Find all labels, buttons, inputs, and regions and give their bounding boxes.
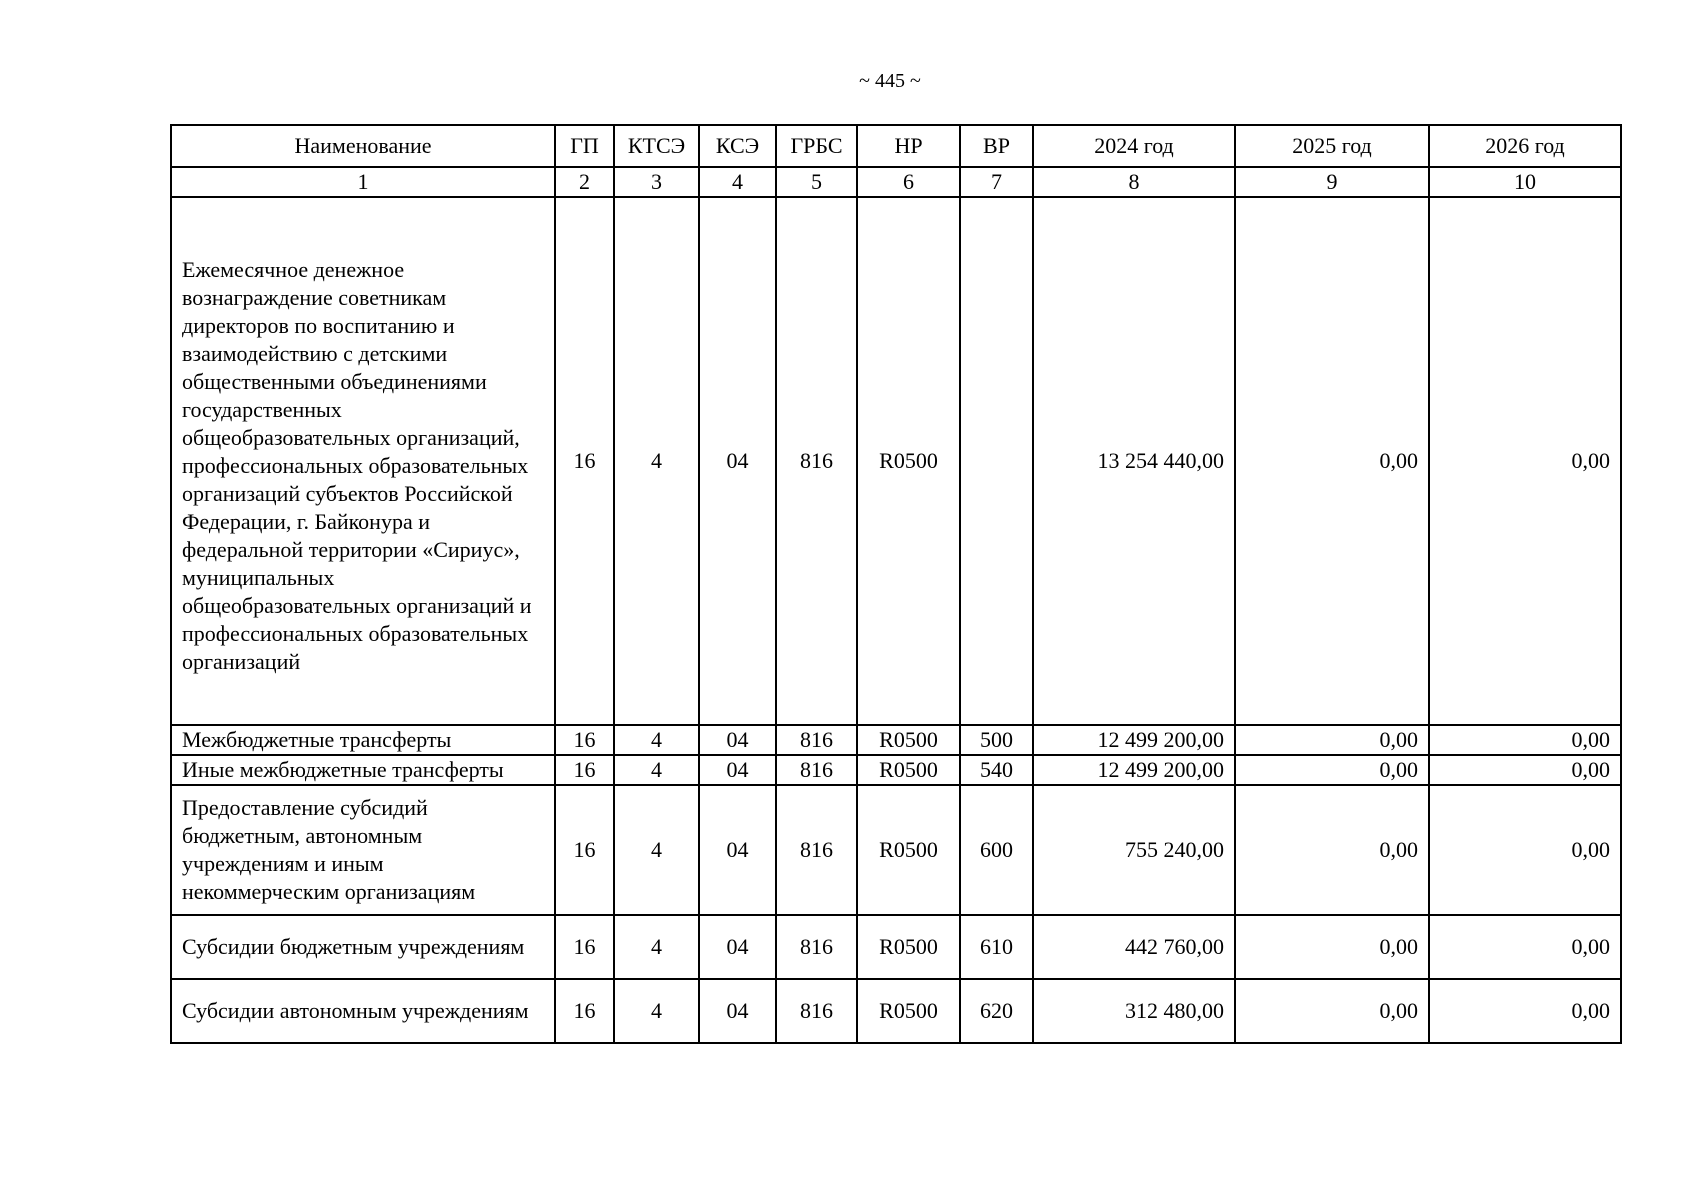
row-kse: 04 xyxy=(699,755,776,785)
row-vr: 500 xyxy=(960,725,1033,755)
column-number: 1 xyxy=(171,167,555,197)
row-ktse: 4 xyxy=(614,915,699,979)
row-grbs: 816 xyxy=(776,915,857,979)
header-grbs: ГРБС xyxy=(776,125,857,167)
row-ktse: 4 xyxy=(614,785,699,915)
header-name: Наименование xyxy=(171,125,555,167)
column-number: 4 xyxy=(699,167,776,197)
row-kse: 04 xyxy=(699,725,776,755)
header-nr: НР xyxy=(857,125,960,167)
row-2025: 0,00 xyxy=(1235,755,1429,785)
row-vr: 600 xyxy=(960,785,1033,915)
row-grbs: 816 xyxy=(776,755,857,785)
row-2026: 0,00 xyxy=(1429,755,1621,785)
row-gp: 16 xyxy=(555,755,614,785)
row-vr: 620 xyxy=(960,979,1033,1043)
row-vr: 610 xyxy=(960,915,1033,979)
column-number: 5 xyxy=(776,167,857,197)
page-number: ~ 445 ~ xyxy=(859,70,921,92)
row-name: Межбюджетные трансферты xyxy=(171,725,555,755)
column-number: 3 xyxy=(614,167,699,197)
column-number: 10 xyxy=(1429,167,1621,197)
row-gp: 16 xyxy=(555,979,614,1043)
row-2026: 0,00 xyxy=(1429,785,1621,915)
row-name: Иные межбюджетные трансферты xyxy=(171,755,555,785)
header-kse: КСЭ xyxy=(699,125,776,167)
row-grbs: 816 xyxy=(776,785,857,915)
row-2025: 0,00 xyxy=(1235,915,1429,979)
row-vr: 540 xyxy=(960,755,1033,785)
header-vr: ВР xyxy=(960,125,1033,167)
row-nr: R0500 xyxy=(857,197,960,725)
column-number: 6 xyxy=(857,167,960,197)
table-row xyxy=(171,755,1621,785)
column-number-row xyxy=(171,167,1621,197)
row-ktse: 4 xyxy=(614,725,699,755)
table-row xyxy=(171,725,1621,755)
row-2026: 0,00 xyxy=(1429,197,1621,725)
row-2024: 12 499 200,00 xyxy=(1033,755,1235,785)
row-ktse: 4 xyxy=(614,755,699,785)
column-number: 8 xyxy=(1033,167,1235,197)
row-nr: R0500 xyxy=(857,915,960,979)
row-2024: 12 499 200,00 xyxy=(1033,725,1235,755)
row-kse: 04 xyxy=(699,979,776,1043)
row-gp: 16 xyxy=(555,725,614,755)
row-2026: 0,00 xyxy=(1429,915,1621,979)
row-gp: 16 xyxy=(555,197,614,725)
column-number: 2 xyxy=(555,167,614,197)
row-kse: 04 xyxy=(699,915,776,979)
row-2025: 0,00 xyxy=(1235,725,1429,755)
row-name: Ежемесячное денежное вознаграждение советникам директоров по воспитанию и взаимодействию с детскими общественными объединениями государственных общеобразовательных организаций, профессиональных образовательных организаций субъектов Российской Федерации, г. Байконура и федеральной территории «Сириус», муниципальных общеобразовательных организаций и профессиональных образовательных организаций xyxy=(171,197,555,725)
row-2024: 13 254 440,00 xyxy=(1033,197,1235,725)
row-nr: R0500 xyxy=(857,725,960,755)
row-nr: R0500 xyxy=(857,979,960,1043)
row-2024: 755 240,00 xyxy=(1033,785,1235,915)
budget-table xyxy=(170,124,1622,1044)
header-row xyxy=(171,125,1621,167)
table-row xyxy=(171,979,1621,1043)
row-name: Предоставление субсидий бюджетным, автономным учреждениям и иным некоммерческим организациям xyxy=(171,785,555,915)
row-name: Субсидии бюджетным учреждениям xyxy=(171,915,555,979)
header-ktse: КТСЭ xyxy=(614,125,699,167)
row-2026: 0,00 xyxy=(1429,725,1621,755)
row-kse: 04 xyxy=(699,785,776,915)
header-2024: 2024 год xyxy=(1033,125,1235,167)
row-2024: 312 480,00 xyxy=(1033,979,1235,1043)
row-ktse: 4 xyxy=(614,979,699,1043)
row-vr xyxy=(960,197,1033,725)
row-2025: 0,00 xyxy=(1235,979,1429,1043)
table-row xyxy=(171,785,1621,915)
row-name: Субсидии автономным учреждениям xyxy=(171,979,555,1043)
row-2025: 0,00 xyxy=(1235,785,1429,915)
row-grbs: 816 xyxy=(776,725,857,755)
row-kse: 04 xyxy=(699,197,776,725)
column-number: 7 xyxy=(960,167,1033,197)
row-2026: 0,00 xyxy=(1429,979,1621,1043)
column-number: 9 xyxy=(1235,167,1429,197)
row-grbs: 816 xyxy=(776,979,857,1043)
row-ktse: 4 xyxy=(614,197,699,725)
header-2025: 2025 год xyxy=(1235,125,1429,167)
row-nr: R0500 xyxy=(857,755,960,785)
row-2024: 442 760,00 xyxy=(1033,915,1235,979)
row-gp: 16 xyxy=(555,785,614,915)
row-nr: R0500 xyxy=(857,785,960,915)
table-row xyxy=(171,197,1621,725)
header-gp: ГП xyxy=(555,125,614,167)
row-grbs: 816 xyxy=(776,197,857,725)
row-2025: 0,00 xyxy=(1235,197,1429,725)
header-2026: 2026 год xyxy=(1429,125,1621,167)
table-row xyxy=(171,915,1621,979)
row-gp: 16 xyxy=(555,915,614,979)
